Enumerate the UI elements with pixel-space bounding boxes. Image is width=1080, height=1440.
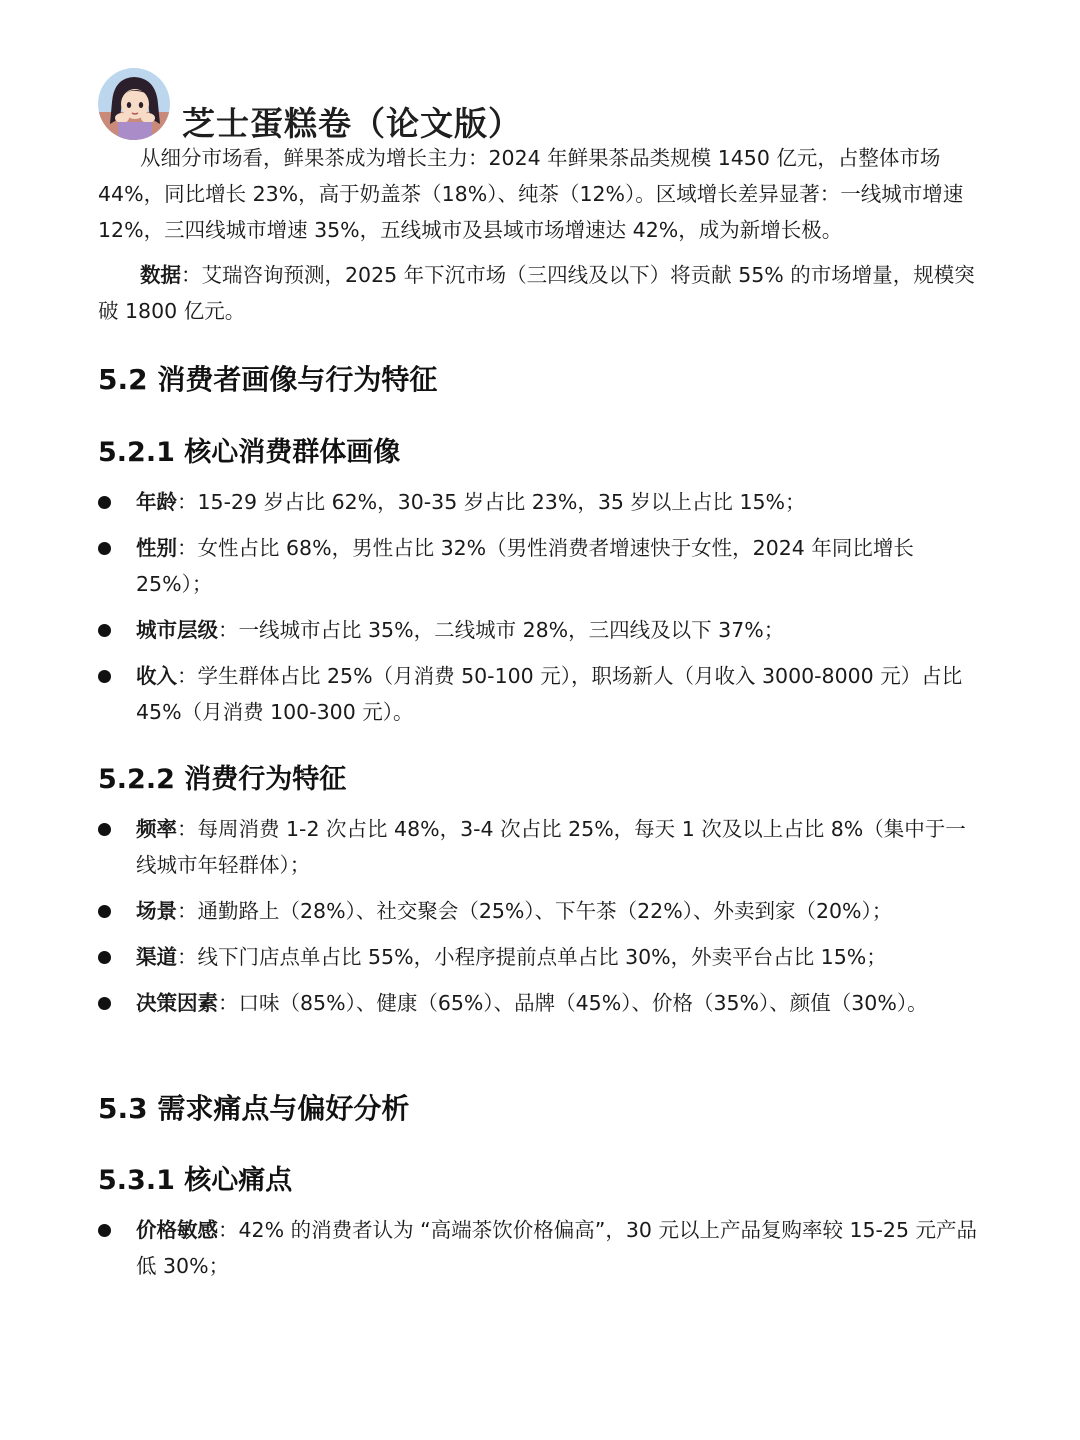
list-item [98,658,982,730]
list-item [98,939,982,975]
section-5-2-title: 5.2 消费者画像与行为特征 [98,363,438,396]
consumer-behavior-list [98,811,982,1031]
item-label: 城市层级 [136,618,218,642]
data-text: ：艾瑞咨询预测，2025 年下沉市场（三四线及以下）将贡献 55% 的市场增量，规模突破 1800 亿元。 [98,263,975,323]
item-text: ：通勤路上（28%）、社交聚会（25%）、下午茶（22%）、外卖到家（20%）； [177,899,893,923]
item-text: ：口味（85%）、健康（65%）、品牌（45%）、价格（35%）、颜值（30%）。 [218,991,928,1015]
section-5-2-2-title: 5.2.2 消费行为特征 [98,764,347,795]
item-label: 收入 [136,664,177,688]
data-paragraph [98,257,982,329]
item-label: 性别 [136,536,177,560]
bullet-icon [98,624,111,637]
bullet-icon [98,905,111,918]
list-item [98,484,982,520]
pain-points-list [98,1212,982,1294]
bullet-icon [98,997,111,1010]
bullet-icon [98,670,111,683]
item-text: ：42% 的消费者认为 “高端茶饮价格偏高”，30 元以上产品复购率较 15-25 元产品低 30%； [136,1218,978,1278]
item-text: ：每周消费 1-2 次占比 48%，3-4 次占比 25%，每天 1 次及以上占比 8%（集中于一线城市年轻群体）； [136,817,966,877]
item-text: ：15-29 岁占比 62%，30-35 岁占比 23%，35 岁以上占比 15%； [177,490,806,514]
list-item [98,530,982,602]
item-label: 决策因素 [136,991,218,1015]
list-item [98,811,982,883]
list-item [98,893,982,929]
section-5-2-1-title: 5.2.1 核心消费群体画像 [98,437,401,468]
bullet-icon [98,823,111,836]
item-text: ：一线城市占比 35%，二线城市 28%，三四线及以下 37%； [218,618,785,642]
section-5-3-title: 5.3 需求痛点与偏好分析 [98,1092,410,1125]
bullet-icon [98,496,111,509]
item-text: ：线下门店点单占比 55%，小程序提前点单占比 30%，外卖平台占比 15%； [177,945,887,969]
data-label: 数据 [140,263,181,287]
item-label: 价格敏感 [136,1218,218,1242]
item-text: ：学生群体占比 25%（月消费 50-100 元），职场新人（月收入 3000-8000 元）占比 45%（月消费 100-300 元）。 [136,664,963,724]
author-header [98,68,798,143]
item-label: 渠道 [136,945,177,969]
bullet-icon [98,542,111,555]
list-item [98,985,982,1021]
bullet-icon [98,1224,111,1237]
avatar[interactable] [98,68,170,140]
section-5-3-1-title: 5.3.1 核心痛点 [98,1165,293,1196]
item-label: 频率 [136,817,177,841]
list-item [98,1212,982,1284]
intro-paragraph: 从细分市场看，鲜果茶成为增长主力：2024 年鲜果茶品类规模 1450 亿元，占整体市场 44%，同比增长 23%，高于奶盖茶（18%）、纯茶（12%）。区域增长差异显著：一线城市增速 12%，三四线城市增速 35%，五线城市及县域市场增速达 42%，成为新增长极。 [98,146,964,242]
author-name: 芝士蛋糕卷（论文版） [182,104,522,143]
item-label: 场景 [136,899,177,923]
bullet-icon [98,951,111,964]
item-label: 年龄 [136,490,177,514]
consumer-profile-list [98,484,982,740]
list-item [98,612,982,648]
item-text: ：女性占比 68%，男性占比 32%（男性消费者增速快于女性，2024 年同比增长 25%）； [136,536,914,596]
